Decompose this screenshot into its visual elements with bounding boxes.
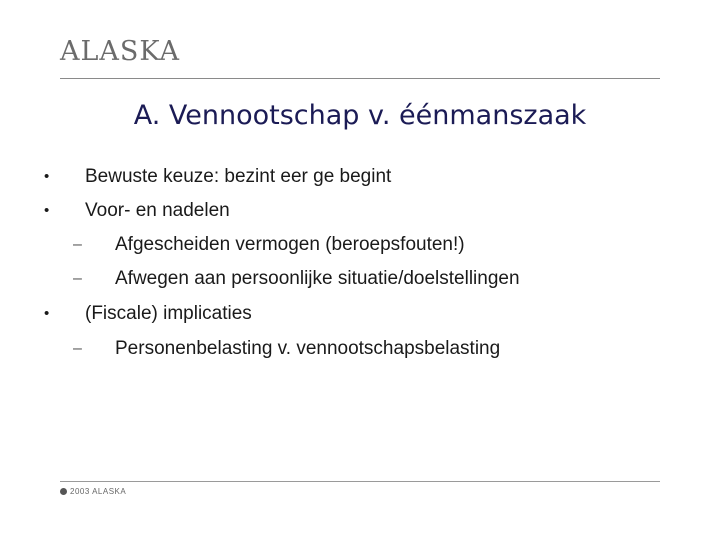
- header-divider: [60, 78, 660, 79]
- dash-icon: –: [73, 236, 82, 253]
- footer-text: 2003 ALASKA: [70, 487, 127, 496]
- bullet-text: Bewuste keuze: bezint eer ge begint: [85, 166, 392, 187]
- bullet-icon: •: [44, 168, 50, 185]
- copyright-icon: [60, 488, 67, 495]
- bullet-icon: •: [44, 202, 50, 219]
- footer: [60, 487, 126, 496]
- sub-bullet-text: Afgescheiden vermogen (beroepsfouten!): [115, 234, 465, 255]
- sub-bullet-text: Afwegen aan persoonlijke situatie/doelstellingen: [115, 268, 520, 289]
- bullet-icon: •: [44, 305, 50, 322]
- dash-icon: –: [73, 270, 82, 287]
- bullet-text: (Fiscale) implicaties: [85, 303, 252, 324]
- slide-title: A. Vennootschap v. éénmanszaak: [133, 100, 587, 131]
- alaska-logo: ALASKA: [60, 36, 180, 67]
- sub-bullet-text: Personenbelasting v. vennootschapsbelasting: [115, 338, 501, 359]
- footer-divider: [60, 481, 660, 482]
- bullet-text: Voor- en nadelen: [85, 200, 230, 221]
- dash-icon: –: [73, 340, 82, 357]
